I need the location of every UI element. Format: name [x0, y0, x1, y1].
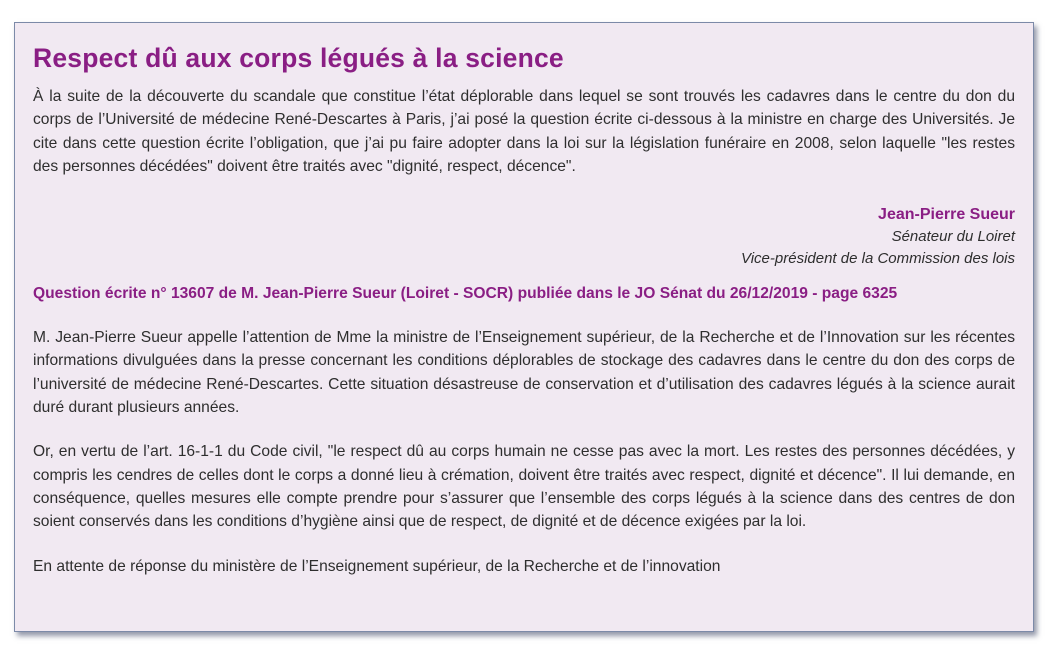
question-heading: Question écrite n° 13607 de M. Jean-Pierre Sueur (Loiret - SOCR) publiée dans le JO Sénat du 26/12/2019 - page 6325	[33, 285, 898, 303]
response-status: En attente de réponse du ministère de l’Enseignement supérieur, de la Recherche et de l’innovation	[33, 557, 721, 575]
signature-block	[33, 204, 1015, 270]
signature-role-senator: Sénateur du Loiret	[891, 228, 1015, 246]
question-paragraph-2: Or, en vertu de l’art. 16-1-1 du Code civil, "le respect dû au corps humain ne cesse pas avec la mort. Les restes des personnes décédées, y compris les cendres de celles dont le corps a donné lieu à crémation, doivent être traités avec respect, dignité et décence". Il lui demande, en conséquence, quelles mesures elle compte prendre pour s’assurer que l’ensemble des corps légués à la science dans des centres de don soient conservés dans les conditions d’hygiène ainsi que de respect, de dignité et de décence exigées par la loi.	[33, 443, 1015, 531]
question-paragraph-1: M. Jean-Pierre Sueur appelle l’attention de Mme la ministre de l’Enseignement supérieur, de la Recherche et de l’Innovation sur les récentes informations divulguées dans la presse concernant les conditions déplorables de stockage des cadavres dans le centre du don des corps de l’université de médecine René-Descartes. Cette situation désastreuse de conservation et d’utilisation des cadavres légués à la science aurait duré durant plusieurs années.	[33, 329, 1015, 417]
signature-name: Jean-Pierre Sueur	[878, 206, 1015, 224]
intro-paragraph: À la suite de la découverte du scandale que constitue l’état déplorable dans lequel se sont trouvés les cadavres dans le centre du don du corps de l’Université de médecine René-Descartes à Paris, j’ai posé la question écrite ci-dessous à la ministre en charge des Universités. Je cite dans cette question écrite l’obligation, que j’ai pu faire adopter dans la loi sur la législation funéraire en 2008, selon laquelle "les restes des personnes décédées" doivent être traités avec "dignité, respect, décence".	[33, 88, 1015, 175]
signature-role-vice-president: Vice-président de la Commission des lois	[740, 250, 1015, 268]
article-box	[14, 22, 1034, 632]
article-title: Respect dû aux corps légués à la science	[33, 43, 564, 73]
